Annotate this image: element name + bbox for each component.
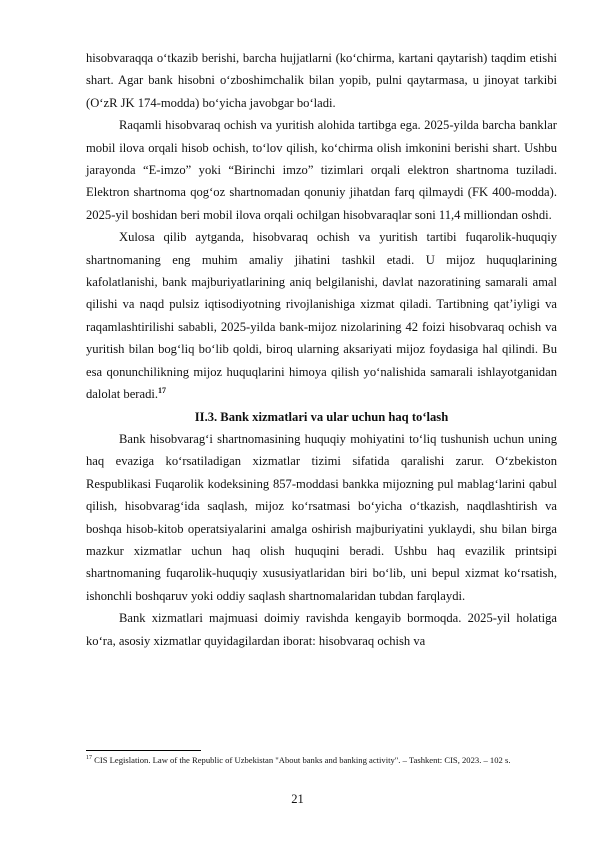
paragraph-3-text: Xulosa qilib aytganda, hisobvaraq ochish va yuritish tartibi fuqarolik-huquqiy shartnomaning eng muhim amaliy jihatini tashkil etadi. U mijoz huquqlarining kafolatlanishi, bank majburiyatlarining aniq belgilanishi, davlat nazoratining samarali amal qilishi va naqd pulsiz iqtisodiyotning rivojlanishiga xizmat qiladi. Tartibning qat’iyligi va raqamlashtirilishi sababli, 2025-yilda bank-mijoz nizolarining 42 foizi hisobvaraq ochish va yuritish bilan bog‘liq bo‘lib qoldi, biroq ularning aksariyati mijoz foydasiga hal qilindi. Bu esa qonunchilikning mijoz huquqlarini himoya qilish yo‘nalishida samarali ishlayotganidan dalolat beradi. <box>86 230 557 402</box>
document-page <box>86 47 557 652</box>
paragraph-1: hisobvaraqqa o‘tkazib berishi, barcha hujjatlarni (ko‘chirma, kartani qaytarish) taqdim etishi shart. Agar bank hisobni o‘zboshimchalik bilan yopib, pulni qaytarmasa, u jinoyat tarkibi (O‘zR JK 174-modda) bo‘yicha javobgar bo‘ladi. <box>86 51 557 110</box>
footnote-divider <box>86 750 201 751</box>
section-heading: II.3. Bank xizmatlari va ular uchun haq to‘lash <box>194 409 449 424</box>
footnote-text: CIS Legislation. Law of the Republic of Uzbekistan "About banks and banking activity". – Tashkent: CIS, 2023. – 102 s. <box>94 755 511 765</box>
page-number: 21 <box>291 792 304 806</box>
footnote-reference: 17 <box>158 385 167 395</box>
footnote-number: 17 <box>86 755 92 762</box>
paragraph-3 <box>86 226 557 405</box>
paragraph-5: Bank xizmatlari majmuasi doimiy ravishda kengayib bormoqda. 2025-yil holatiga ko‘ra, asosiy xizmatlar quyidagilardan iborat: hisobvaraq ochish va <box>86 611 557 648</box>
paragraph-4: Bank hisobvarag‘i shartnomasining huquqiy mohiyatini to‘liq tushunish uchun uning haq evaziga ko‘rsatiladigan xizmatlar tizimi sifatida qaralishi zarur. O‘zbekiston Respublikasi Fuqarolik kodeksining 857-moddasi bankka mijozning pul mablag‘larini qabul qilish, hisobvarag‘ida saqlash, mijoz ko‘rsatmasi bo‘yicha o‘tkazish, naqdlashtirish va boshqa hisob-kitob operatsiyalarini amalga oshirish majburiyatini yuklaydi, shu bilan birga mazkur xizmatlar uchun haq olish huquqini beradi. Ushbu haq evazilik printsipi shartnomaning fuqarolik-huquqiy xususiyatlaridan biri bo‘lib, uni bepul xizmat ko‘rsatish, ishonchli boshqaruv yoki oddiy saqlash shartnomalaridan tubdan farqlaydi. <box>86 431 557 603</box>
footnote <box>86 753 557 767</box>
paragraph-2: Raqamli hisobvaraq ochish va yuritish alohida tartibga ega. 2025-yilda barcha banklar mobil ilova orqali hisob ochish, to‘lov qilish, ko‘chirma olish imkonini berishi shart. Ushbu jarayonda “E-imzo” yoki “Birinchi imzo” tizimlari orqali elektron shartnoma tuziladi. Elektron shartnoma qog‘oz shartnomadan qonuniy jihatdan farq qilmaydi (FK 400-modda). 2025-yil boshidan beri mobil ilova orqali ochilgan hisobvaraqlar soni 11,4 milliondan oshdi. <box>86 118 557 222</box>
